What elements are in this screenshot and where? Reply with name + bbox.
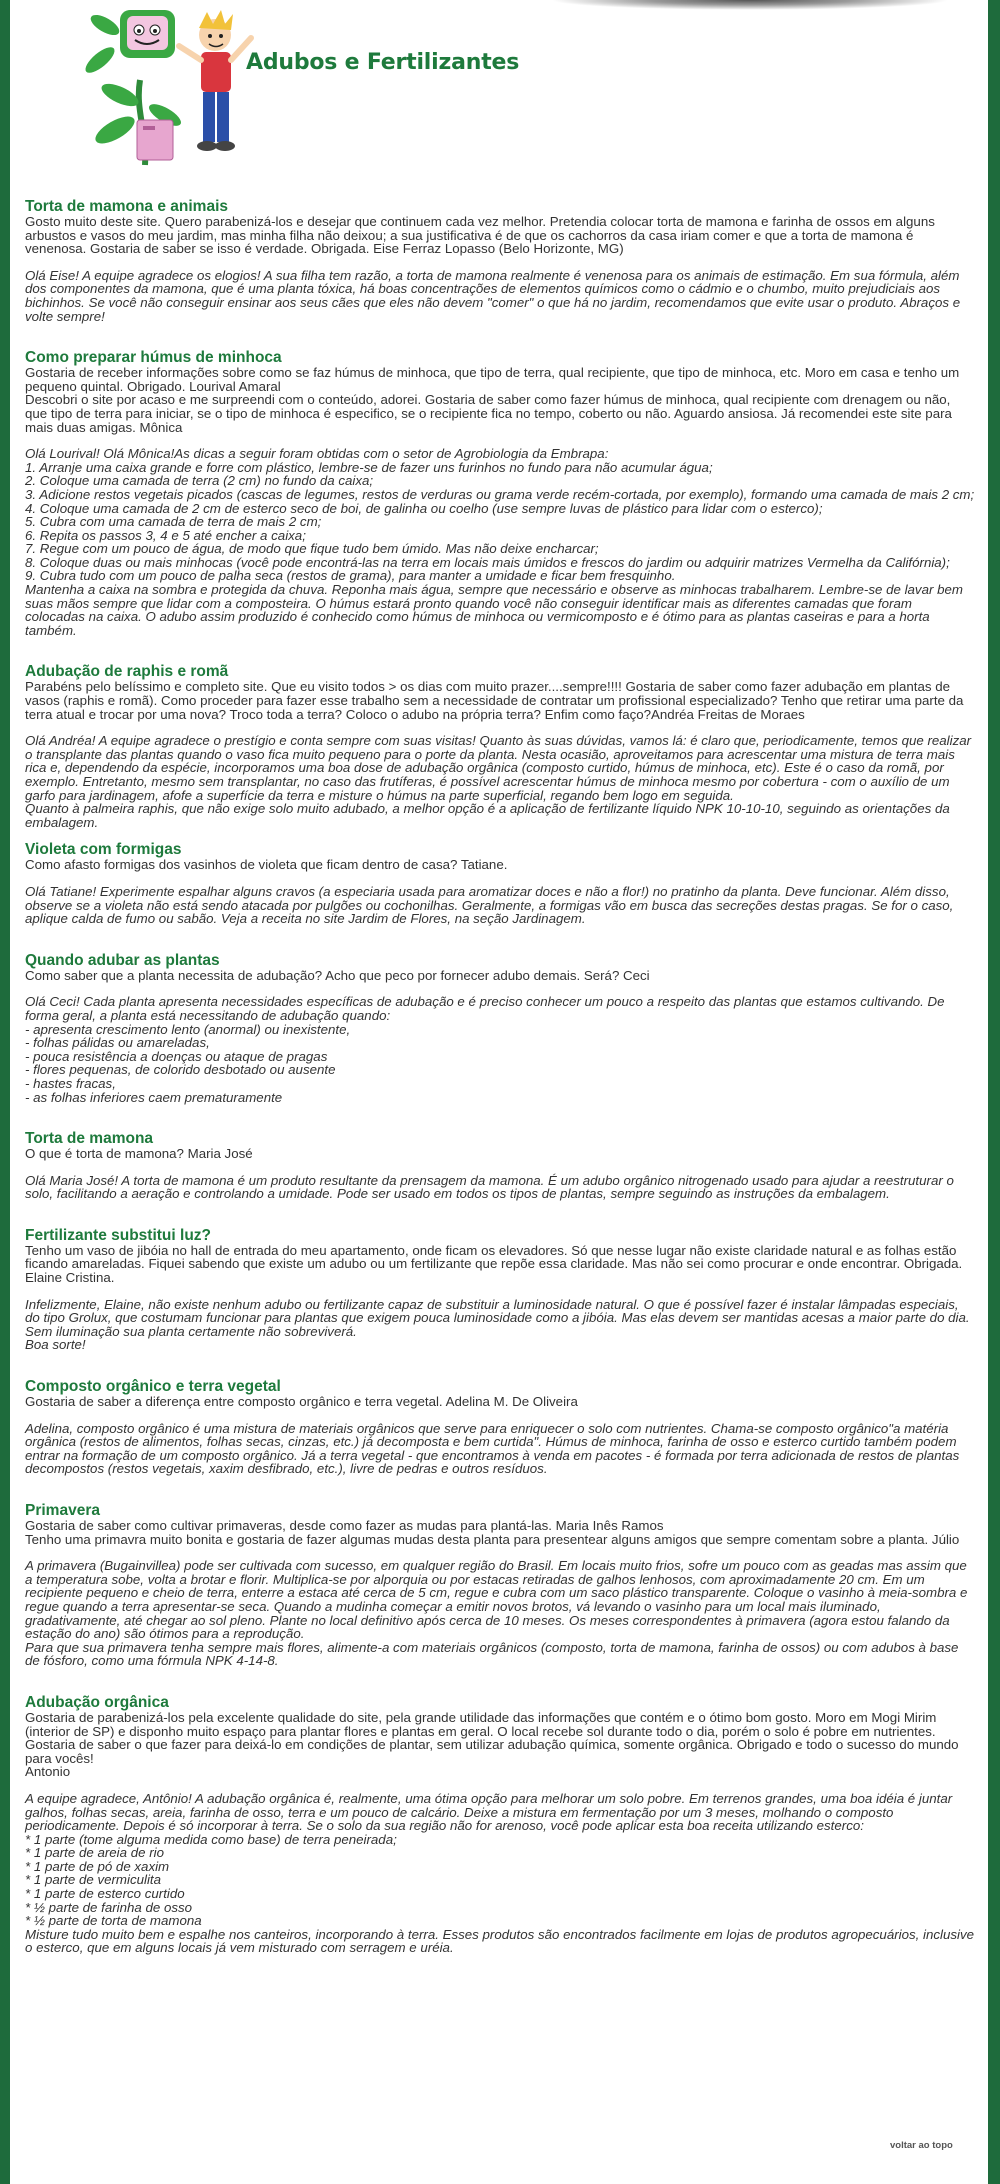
entry-answer: Infelizmente, Elaine, não existe nenhum adubo ou fertilizante capaz de substituir a luminosidade natural. O que é possível fazer é instalar lâmpadas especiais, do tipo Grolux, que costumam funcionar para plantas que exigem pouca luminosidade como a jibóia. Mas elas devem ser mantidas acesas a maior parte do dia. Sem iluminação sua planta certamente não sobreviverá. Boa sorte! xyxy=(25,1296,970,1353)
entry-answer: A equipe agradece, Antônio! A adubação orgânica é, realmente, uma ótima opção para melhorar um solo pobre. Em terrenos grandes, uma boa idéia é juntar galhos, folhas secas, areia, farinha de osso, terra e um pouco de calcário. Deixe a mistura em fermentação por um 3 meses, molhando o composto periodicamente. Depois é só incorporar à terra. Se o solo da sua região não for arenoso, você pode aplicar esta boa receita utilizando esterco: * 1 parte (tome alguma medida como base) de terra peneirada; * 1 parte de areia de rio * 1 parte de pó de xaxim * 1 parte de vermiculita * 1 parte de esterco curtido * ½ parte de farinha de osso * ½ parte de torta de mamona Misture tudo muito bem e espalhe nos canteiros, incorporando à terra. Esses produtos são encontrados facilmente em lojas de produtos agropecuários, inclusive o esterco, que em alguns locais já vem misturado com serragem e uréia. xyxy=(25,1790,975,1956)
entry-answer: Olá Maria José! A torta de mamona é um produto resultante da prensagem da mamona. É um adubo orgânico nitrogenado usado para ajudar a reestruturar o solo, facilitando a aeração e controlando a umidade. Pode ser usado em todos os tipos de plantas, sempre seguindo as instruções da embalagem. xyxy=(25,1172,954,1202)
site-title: Adubos e Fertilizantes xyxy=(246,50,520,75)
entry-title: Composto orgânico e terra vegetal xyxy=(25,1378,281,1396)
header xyxy=(10,0,988,175)
faq-entry xyxy=(25,1694,975,1955)
entry-title: Primavera xyxy=(25,1502,100,1519)
entry-answer: Adelina, composto orgânico é uma mistura de materiais orgânicos que serve para enriquecer o solo com nutrientes. Chama-se composto orgânico"a matéria orgânica (restos de alimentos, folhas secas, cinzas, etc.) já decomposta e bem curtida". Húmus de minhoca, farinha de osso e esterco curtido também podem entrar na formação de um composto orgânico. Já a terra vegetal - que encontramos à venda em pacotes - é formada por terra adicionada de restos de plantas decompostos (restos vegetais, xaxim desfibrado, etc.), livre de pedras e outros resíduos. xyxy=(25,1420,960,1477)
faq-entry xyxy=(25,1502,975,1668)
entry-question: Parabéns pelo belíssimo e completo site. Que eu visito todos > os dias com muito prazer....sempre!!!! Gostaria de saber como fazer adubação em plantas de vasos (raphis e romã). Como proceder para fazer esse trabalho sem a necessidade de contratar um profissional especializado? Tenho que retirar uma parte da terra atual e trocar por uma nova? Troco toda a terra? Coloco o adubo na própria terra? Enfim como faço?Andréa Freitas de Moraes xyxy=(25,679,964,722)
entry-answer: Olá Lourival! Olá Mônica!As dicas a seguir foram obtidas com o setor de Agrobiologia da Embrapa: 1. Arranje uma caixa grande e forre com plástico, lembre-se de fazer uns furinhos no fundo para não acumular água; 2. Coloque uma camada de terra (2 cm) no fundo da caixa; 3. Adicione restos vegetais picados (cascas de legumes, restos de verduras ou grama verde recém-cortada, por exemplo), formando uma camada de mais 2 cm; 4. Coloque uma camada de 2 cm de esterco seco de boi, de galinha ou coelho (use sempre luvas de plástico para lidar com o esterco); 5. Cubra com uma camada de terra de mais 2 cm; 6. Repita os passos 3, 4 e 5 até encher a caixa; 7. Regue com um pouco de água, de modo que fique tudo bem úmido. Mas não deixe encharcar; 8. Coloque duas ou mais minhocas (você pode encontrá-las na terra em locais mais úmidos e frescos do jardim ou adquirir matrizes Vermelha da Califórnia); 9. Cubra tudo com um pouco de palha seca (restos de grama), para manter a umidade e ficar bem fresquinho. Mantenha a caixa na sombra e protegida da chuva. Reponha mais água, sempre que necessário e observe as minhocas trabalharem. Lembre-se de lavar bem suas mãos sempre que lidar com a composteira. O húmus estará pronto quando você não conseguir identificar mais as diferentes camadas que foram colocadas na caixa. O adubo assim produzido é conhecido como húmus de minhoca ou vermicomposto e é ótimo para as plantas caseiras e para a horta também. xyxy=(25,446,975,638)
entry-title: Violeta com formigas xyxy=(25,841,182,859)
entry-title: Torta de mamona xyxy=(25,1130,154,1148)
faq-entry xyxy=(25,952,975,1104)
entry-question: Gostaria de saber a diferença entre composto orgânico e terra vegetal. Adelina M. De Oliveira xyxy=(25,1394,578,1410)
entry-question: Tenho um vaso de jibóia no hall de entrada do meu apartamento, onde ficam os elevadores. Só que nesse lugar não existe claridade natural e as folhas estão ficando amareladas. Fiquei sabendo que existe um adubo ou um fertilizante que repõe essa claridade. Mas não sei como procurar e onde encontrar. Obrigada. Elaine Cristina. xyxy=(25,1242,963,1286)
entry-question: O que é torta de mamona? Maria José xyxy=(25,1146,253,1162)
faq-entry xyxy=(25,349,975,637)
entry-answer: Olá Andréa! A equipe agradece o prestígio e conta sempre com suas visitas! Quanto às suas dúvidas, vamos lá: é claro que, periodicamente, temos que realizar o transplante das plantas quando o vaso fica muito pequeno para o porte da planta. Nesta ocasião, aproveitamos para acrescentar uma mistura de terra mais rica e, dependendo da espécie, incorporamos uma boa dose de adubação orgânica (composto curtido, húmus de minhoca, etc). Este é o caso da romã, por exemplo. Entretanto, mesmo sem transplantar, no caso das frutíferas, é possível acrescentar húmus de minhoca mesmo por cobertura - com o auxílio de um garfo para jardinagem, afofe a superfície da terra e misture o húmus na parte superficial, regando bem logo em seguida. Quanto à palmeira raphis, que não exige solo muito adubado, a melhor opção é a aplicação de fertilizante líquido NPK 10-10-10, seguindo as orientações da embalagem. xyxy=(25,733,972,830)
faq-entry xyxy=(25,1227,975,1352)
entry-title: Torta de mamona e animais xyxy=(25,198,228,215)
plant-and-boy-mascot-icon xyxy=(75,0,265,170)
entry-answer: Olá Tatiane! Experimente espalhar alguns cravos (a especiaria usada para aromatizar doces e não a flor!) no pratinho da planta. Deve funcionar. Além disso, observe se a violeta não está sendo atacada por pulgões ou cochonilhas. Geralmente, a formigas vão em busca das secreções destas pragas. Se for o caso, aplique calda de fumo ou sabão. Veja a receita no site Jardim de Flores, na seção Jardinagem. xyxy=(25,883,954,927)
entry-title: Fertilizante substitui luz? xyxy=(25,1226,212,1244)
faq-entry xyxy=(25,1130,975,1201)
entry-answer: Olá Eise! A equipe agradece os elogios! A sua filha tem razão, a torta de mamona realmente é venenosa para os animais de estimação. Em sua fórmula, além dos componentes da mamona, que é uma planta tóxica, há boas concentrações de elementos químicos como o cádmio e o chumbo, muito prejudiciais aos bichinhos. Se você não conseguir ensinar aos seus cães que eles não devem "comer" o que há no jardim, recomendamos que evite usar o produto. Abraços e volte sempre! xyxy=(25,267,961,324)
entry-question: Como saber que a planta necessita de adubação? Acho que peco por fornecer adubo demais. Será? Ceci xyxy=(25,967,650,983)
entry-question: Como afasto formigas dos vasinhos de violeta que ficam dentro de casa? Tatiane. xyxy=(25,857,508,873)
entry-title: Adubação de raphis e romã xyxy=(25,663,229,681)
entry-question: Gostaria de parabenizá-los pela excelente qualidade do site, pela grande utilidade das informações que contém e o ótimo bom gosto. Moro em Mogi Mirim (interior de SP) e disponho muito espaço para plantar flores e plantas em geral. O local recebe sol durante todo o dia, porém o solo é pobre em nutrientes. Gostaria de saber o que fazer para deixá-lo em condições de plantar, sem utilizar adubação química, somente orgânica. Obrigado e todo o sucesso do mundo para vocês! Antonio xyxy=(25,1709,959,1780)
entry-question: Gosto muito deste site. Quero parabenizá-los e desejar que continuem cada vez melhor. Pretendia colocar torta de mamona e farinha de ossos em alguns arbustos e vasos do meu jardim, mas minha filha não deixou; a sua justificativa é de que os cachorros da casa iriam comer e que a torta de mamona é venenosa. Gostaria de saber se isso é verdade. Obrigada. Eise Ferraz Lopasso (Belo Horizonte, MG) xyxy=(25,214,935,257)
entry-title: Quando adubar as plantas xyxy=(25,951,220,969)
entry-title: Como preparar húmus de minhoca xyxy=(25,349,282,367)
faq-list xyxy=(25,198,975,1955)
faq-entry xyxy=(25,663,975,829)
faq-entry xyxy=(25,198,975,323)
faq-entry xyxy=(25,1378,975,1476)
entry-question: Gostaria de saber como cultivar primaveras, desde como fazer as mudas para plantá-las. Maria Inês Ramos Tenho uma primavra muito bonita e gostaria de fazer algumas mudas desta planta para presentear alguns amigos que sempre comentam sobre a planta. Júlio xyxy=(25,1518,960,1547)
entry-answer: A primavera (Bugainvillea) pode ser cultivada com sucesso, em qualquer região do Brasil. Em locais muito frios, sofre um pouco com as geadas mas assim que a temperatura sobe, volta a brotar e florir. Multiplica-se por alporquia ou por estacas retiradas de galhos lenhosos, com aproximadamente 20 cm. Em um recipiente pequeno e cheio de terra, enterre a estaca até cerca de 5 cm, regue e cubra com um saco plástico transparente. Coloque o vasinho à meia-sombra e regue quando a terra apresentar-se seca. Quando a mudinha começar a emitir novos brotos, vá levando o vasinho para um local mais iluminado, gradativamente, até chegar ao sol pleno. Plante no local definitivo após cerca de 10 meses. Os meses correspondentes à primavera (agora estou falando da estação do ano) são ótimos para a reprodução. Para que sua primavera tenha sempre mais flores, alimente-a com materiais orgânicos (composto, torta de mamona, farinha de ossos) ou com adubos à base de fósforo, como uma fórmula NPK 4-14-8. xyxy=(25,1558,968,1669)
back-to-top-link[interactable]: voltar ao topo xyxy=(890,2140,953,2151)
entry-title: Adubação orgânica xyxy=(25,1693,169,1711)
entry-question: Gostaria de receber informações sobre como se faz húmus de minhoca, que tipo de terra, qual recipiente, que tipo de minhoca, etc. Moro em casa e tenho um pequeno quintal. Obrigado. Lourival Amaral Descobri o site por acaso e me surpreendi com o conteúdo, adorei. Gostaria de saber como fazer húmus de minhoca, qual recipiente com drenagem ou não, que tipo de terra para iniciar, se o tipo de minhoca é especifico, se o recipiente fica no tempo, coberto ou não. Aguardo ansiosa. Já recomendei este site para mais duas amigas. Mônica xyxy=(25,365,960,435)
page xyxy=(10,0,988,2184)
entry-answer: Olá Ceci! Cada planta apresenta necessidades específicas de adubação e é preciso conhecer um pouco a respeito das plantas que estamos cultivando. De forma geral, a planta está necessitando de adubação quando: - apresenta crescimento lento (anormal) ou inexistente, - folhas pálidas ou amareladas, - pouca resistência a doenças ou ataque de pragas - flores pequenas, de colorido desbotado ou ausente - hastes fracas, - as folhas inferiores caem prematuramente xyxy=(25,994,945,1105)
faq-entry xyxy=(25,841,975,925)
